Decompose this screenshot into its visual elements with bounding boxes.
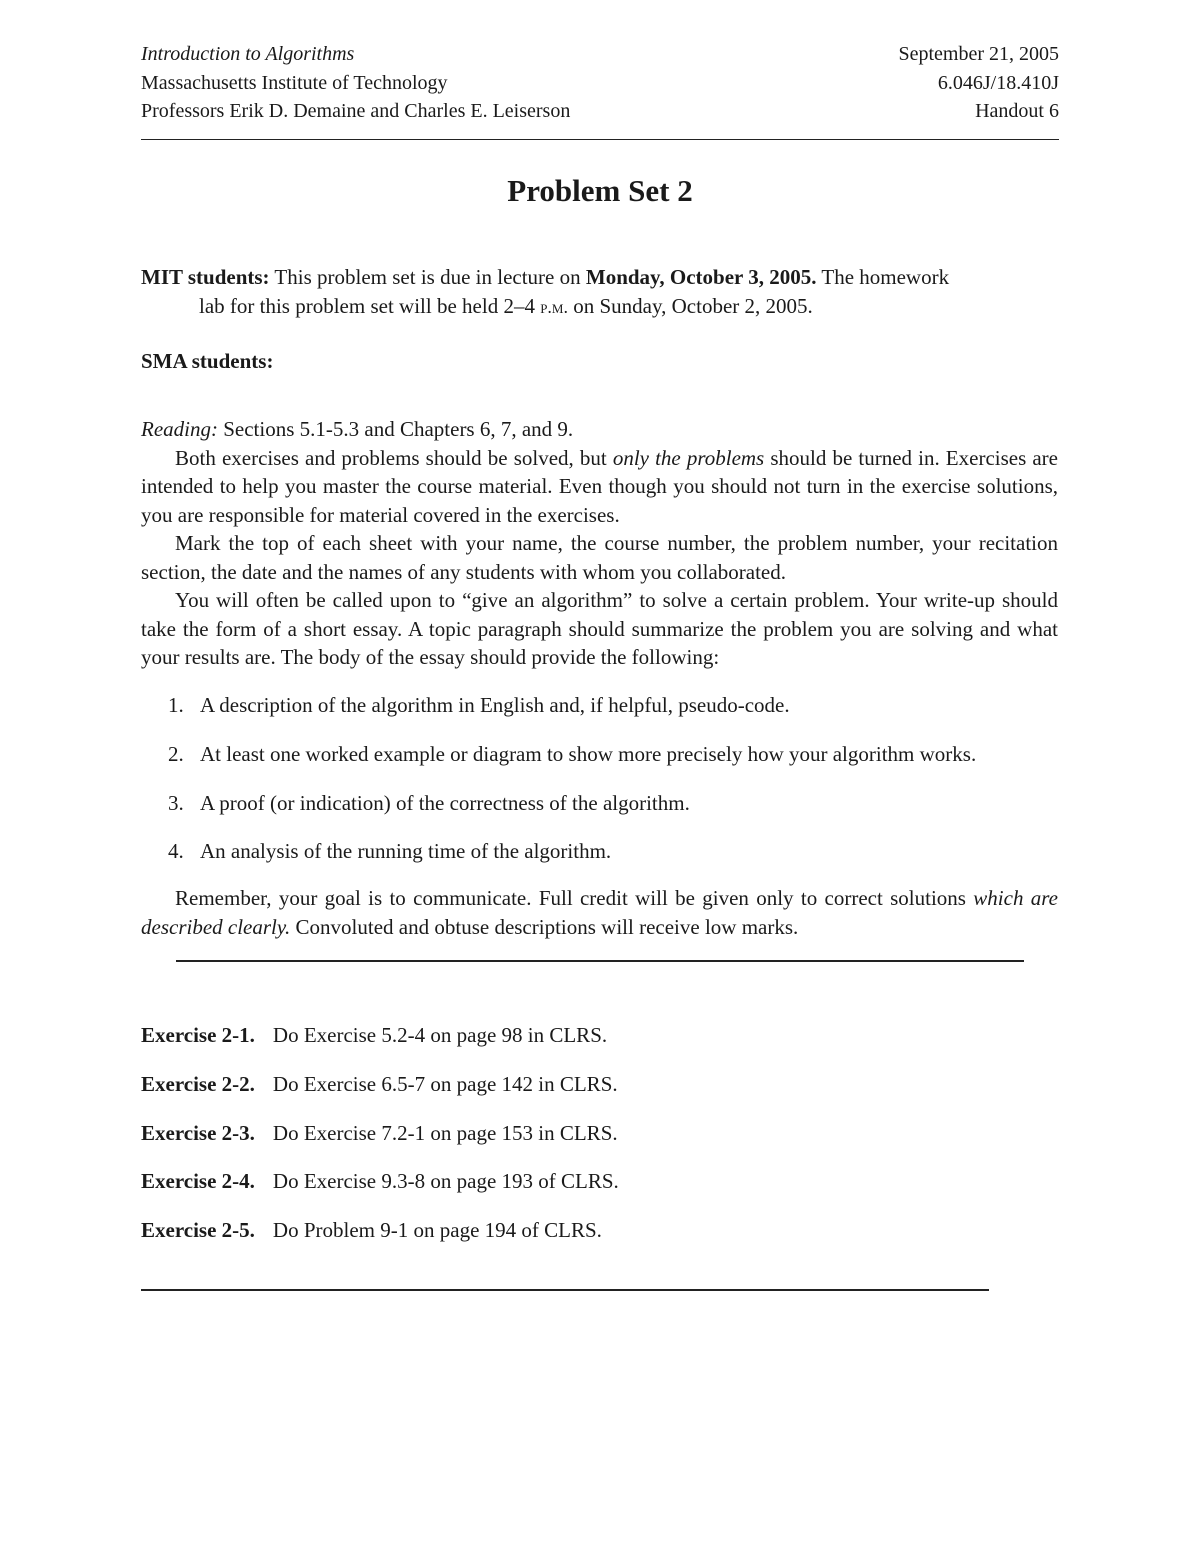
remember-paragraph: [141, 884, 1058, 941]
section-divider: [176, 960, 1024, 962]
exercise-label: Exercise 2-4.: [141, 1169, 255, 1193]
list-item: [141, 691, 1058, 740]
header-divider: [141, 139, 1059, 140]
professors: Professors Erik D. Demaine and Charles E. Leiserson: [141, 100, 571, 122]
para1-a: Both exercises and problems should be solved, but: [175, 445, 613, 470]
mit-lab-text: lab for this problem set will be held 2–4: [199, 293, 541, 318]
reading-text: Sections 5.1-5.3 and Chapters 6, 7, and 9.: [217, 417, 574, 441]
exercise-item: [141, 1119, 1058, 1147]
header-row-2: [141, 71, 1059, 95]
handout-number: Handout 6: [975, 100, 1059, 122]
exercise-text: Do Problem 9-1 on page 194 of CLRS.: [272, 1218, 602, 1242]
mit-line-2: [141, 292, 1058, 322]
para1-b: should be turned in. Exercises are intended to help you master the course material. Even though you should not turn in the exercise solutions, you are responsible for material covered in the exercises.: [141, 445, 1058, 527]
sma-students-label: SMA students:: [141, 349, 274, 373]
instructions-section: [141, 415, 1058, 672]
course-number: 6.046J/18.410J: [937, 72, 1059, 94]
list-text: A description of the algorithm in English and, if helpful, pseudo-code.: [200, 693, 790, 717]
mark-sheet-paragraph: Mark the top of each sheet with your name, the course number, the problem number, your recitation section, the date and the names of any students with whom you collaborated.: [141, 531, 1058, 584]
reading-line: [141, 415, 1058, 444]
remember-a: Remember, your goal is to communicate. Full credit will be given only to correct solutions: [175, 886, 974, 910]
page-title: Problem Set 2: [507, 173, 693, 208]
exercise-item: [141, 1167, 1058, 1195]
mit-due-date: Monday, October 3, 2005.: [585, 265, 817, 289]
exercise-text: Do Exercise 5.2-4 on page 98 in CLRS.: [272, 1023, 608, 1047]
mit-text-2: The homework: [816, 265, 950, 289]
header-row-1: [141, 42, 1059, 66]
remember-emphasis: which are described clearly.: [141, 886, 1058, 939]
list-number: 3.: [168, 790, 184, 815]
list-number: 1.: [168, 693, 184, 717]
exercise-label: Exercise 2-1.: [141, 1023, 255, 1047]
mit-pm: p.m.: [540, 296, 568, 317]
list-item: [141, 789, 1058, 838]
list-text: An analysis of the running time of the algorithm.: [200, 839, 612, 864]
reading-label: Reading:: [141, 417, 218, 441]
handout-date: September 21, 2005: [898, 43, 1059, 65]
list-item: [141, 837, 1058, 886]
essay-requirements-list: [141, 691, 1058, 886]
list-text: At least one worked example or diagram to show more precisely how your algorithm works.: [200, 741, 977, 766]
exercise-item: [141, 1021, 1058, 1049]
mit-lab-date: on Sunday, October 2, 2005.: [568, 293, 813, 318]
institution: Massachusetts Institute of Technology: [141, 72, 448, 94]
para1-emphasis: only the problems: [612, 445, 765, 470]
exercise-item: [141, 1070, 1058, 1098]
exercise-text: Do Exercise 9.3-8 on page 193 of CLRS.: [272, 1169, 619, 1193]
exercise-label: Exercise 2-2.: [141, 1072, 255, 1096]
give-algorithm-paragraph: You will often be called upon to “give an algorithm” to solve a certain problem. Your write-up should take the form of a short essay. A topic paragraph should summarize the problem you are solving and what your results are. The body of the essay should provide the following:: [141, 588, 1058, 669]
mit-students-paragraph: [141, 263, 1058, 321]
list-number: 4.: [168, 839, 184, 864]
remember-b: Convoluted and obtuse descriptions will receive low marks.: [290, 914, 799, 939]
header-row-3: [141, 99, 1059, 123]
end-divider: [141, 1289, 989, 1291]
list-number: 2.: [168, 741, 184, 766]
course-name: Introduction to Algorithms: [141, 43, 355, 65]
list-text: A proof (or indication) of the correctness of the algorithm.: [200, 790, 690, 815]
exercise-label: Exercise 2-3.: [141, 1121, 255, 1145]
exercise-item: [141, 1216, 1058, 1244]
mit-label: MIT students:: [141, 265, 270, 289]
exercise-label: Exercise 2-5.: [141, 1218, 255, 1242]
exercise-text: Do Exercise 6.5-7 on page 142 in CLRS.: [272, 1072, 618, 1096]
list-item: [141, 740, 1058, 789]
exercises-paragraph: [141, 444, 1058, 530]
mit-text-1: This problem set is due in lecture on: [269, 265, 586, 289]
exercise-text: Do Exercise 7.2-1 on page 153 in CLRS.: [272, 1121, 618, 1145]
